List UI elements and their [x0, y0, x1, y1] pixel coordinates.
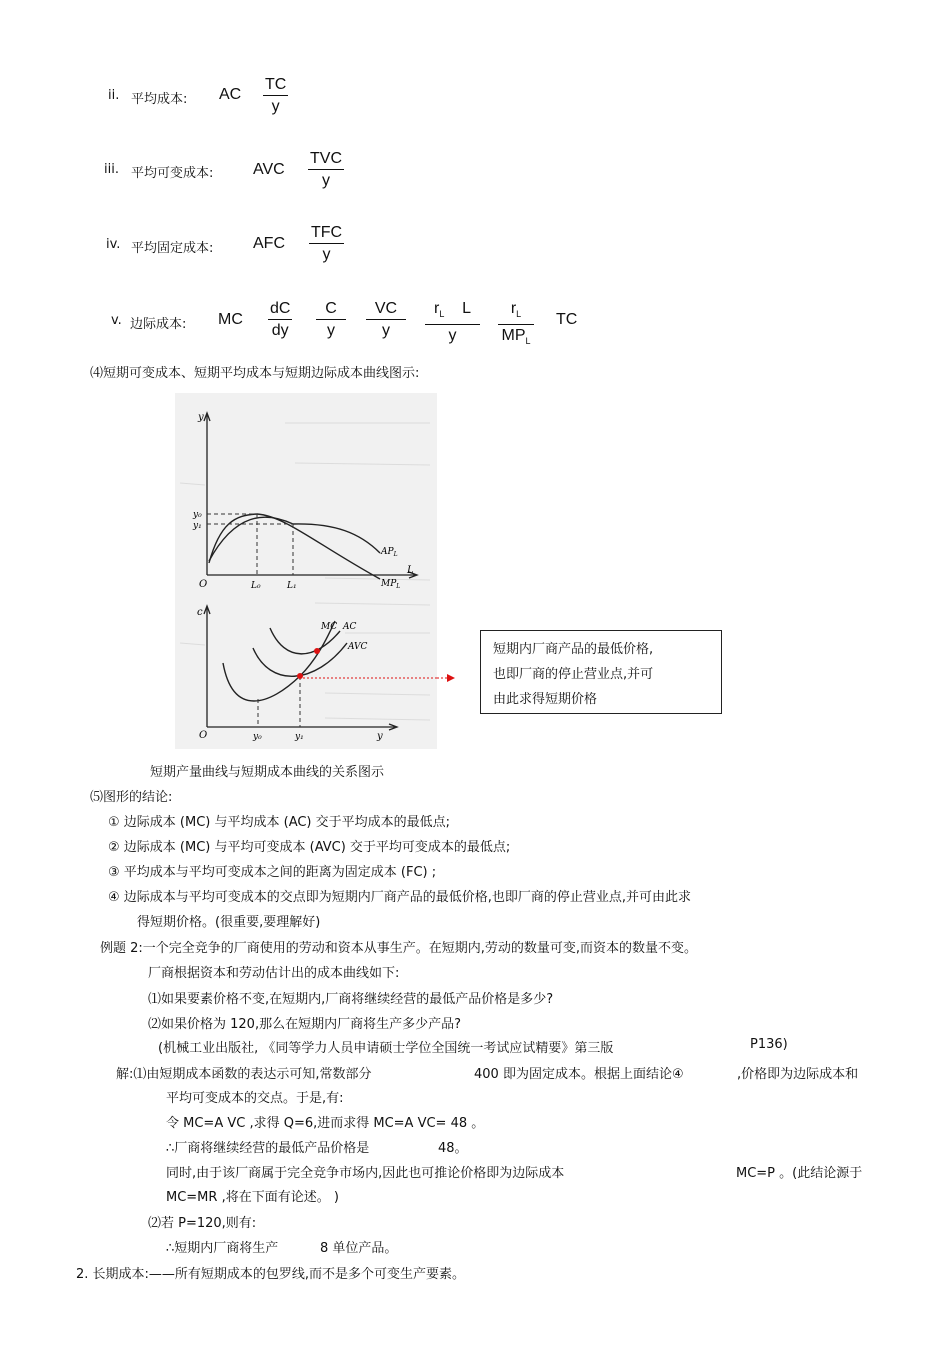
mp-symbol: MP	[501, 327, 526, 345]
label-L0: L₀	[251, 581, 261, 591]
example-page: P136)	[750, 1037, 788, 1052]
formula-iv-fraction	[309, 223, 344, 266]
denominator: y	[382, 322, 390, 339]
solution-5a: 同时,由于该厂商属于完全竞争市场内,因此也可推论价格即为边际成本	[166, 1166, 565, 1181]
ac-min-point	[314, 648, 320, 654]
callout-box	[480, 630, 722, 714]
numerator: TC	[265, 76, 287, 93]
cost-curve-diagram	[175, 393, 437, 749]
formula-iii-label: 平均可变成本:	[131, 166, 214, 181]
formula-ii-index: ii.	[108, 88, 120, 103]
denominator: y	[322, 172, 330, 189]
numerator	[509, 299, 523, 324]
background-texture	[180, 423, 430, 720]
numerator	[432, 299, 473, 324]
denominator: y	[322, 246, 331, 263]
axis-c-label: c	[197, 607, 203, 618]
r-symbol: r	[433, 300, 440, 317]
subscript: L	[516, 309, 522, 320]
mc-label: MC	[321, 622, 338, 632]
formula-ii-symbol: AC	[219, 86, 242, 103]
avc-min-point	[297, 673, 303, 679]
solution-6: MC=MR ,将在下面有论述。 )	[166, 1190, 339, 1205]
conclusion-4-cont: 得短期价格。(很重要,要理解好)	[137, 915, 321, 930]
formula-v-fraction-4	[425, 299, 480, 347]
formula-ii-fraction	[263, 75, 288, 118]
apl-label	[380, 547, 398, 558]
apl-sub: L	[393, 551, 398, 558]
numerator: TFC	[311, 224, 343, 241]
formula-v-fraction-2	[316, 299, 346, 342]
callout-line-3: 由此求得短期价格	[493, 692, 598, 707]
numerator: VC	[374, 300, 398, 317]
example-source: (机械工业出版社, 《同等学力人员申请硕士学位全国统一考试应试精要》第三版	[158, 1041, 614, 1056]
solution-4b: 48。	[438, 1141, 468, 1156]
formula-iv-index: iv.	[106, 237, 121, 252]
arrow-head	[437, 671, 457, 685]
formula-v-fraction-3	[366, 299, 406, 342]
axis-x-label-bottom: y	[377, 731, 383, 742]
origin-top: O	[199, 579, 208, 590]
formula-v-label: 边际成本:	[130, 317, 187, 332]
solution-2: 平均可变成本的交点。于是,有:	[166, 1091, 344, 1106]
denominator	[499, 325, 532, 352]
conclusion-2: ② 边际成本 (MC) 与平均可变成本 (AVC) 交于平均可变成本的最低点;	[108, 840, 511, 855]
formula-ii-label: 平均成本:	[131, 92, 188, 107]
solution-1c: ,价格即为边际成本和	[737, 1067, 859, 1082]
avc-curve	[253, 643, 347, 676]
denominator: dy	[271, 322, 289, 339]
mpl-label	[380, 579, 400, 590]
solution-8a: ∴短期内厂商将生产	[166, 1241, 279, 1256]
ac-label: AC	[343, 622, 357, 632]
apl-curve	[209, 517, 380, 561]
label-yx0: y₀	[253, 732, 262, 742]
callout-line-1: 短期内厂商产品的最低价格,	[493, 642, 654, 657]
axis-x-label-top: L	[407, 565, 414, 576]
formula-v-symbol: MC	[218, 311, 243, 328]
solution-5b: MC=P 。(此结论源于	[736, 1166, 863, 1181]
label-yx1: y₁	[295, 732, 304, 742]
solution-8b: 8 单位产品。	[320, 1241, 398, 1256]
l-symbol: L	[462, 300, 472, 317]
label-L1: L₁	[287, 581, 297, 591]
solution-1b: 400 即为固定成本。根据上面结论④	[474, 1067, 684, 1082]
figure-caption: 短期产量曲线与短期成本曲线的关系图示	[150, 765, 385, 780]
mc-curve	[223, 621, 338, 701]
denominator: y	[271, 98, 280, 115]
formula-iii-fraction	[308, 149, 344, 192]
long-run-heading: 2. 长期成本:——所有短期成本的包罗线,而不是多个可变生产要素。	[76, 1267, 466, 1282]
r-symbol: r	[510, 300, 517, 317]
example-question-1: ⑴如果要素价格不变,在短期内,厂商将继续经营的最低产品价格是多少?	[148, 992, 554, 1007]
mpl-text: MP	[381, 579, 397, 589]
example-line-2: 厂商根据资本和劳动估计出的成本曲线如下:	[148, 966, 400, 981]
solution-7: ⑵若 P=120,则有:	[148, 1216, 257, 1231]
axis-y-label: y	[198, 412, 204, 423]
formula-v-tail: TC	[556, 311, 578, 328]
numerator: C	[325, 300, 337, 317]
label-y0: y₀	[193, 510, 202, 520]
solution-1a: 解:⑴由短期成本函数的表达示可知,常数部分	[116, 1067, 372, 1082]
callout-line-2: 也即厂商的停止营业点,并可	[493, 667, 654, 682]
formula-iii-index: iii.	[104, 162, 119, 177]
conclusion-3: ③ 平均成本与平均可变成本之间的距离为固定成本 (FC) ;	[108, 865, 437, 880]
denominator: y	[327, 322, 335, 339]
mpl-sub: L	[396, 583, 401, 590]
section-4-heading: ⑷短期可变成本、短期平均成本与短期边际成本曲线图示:	[90, 366, 420, 381]
formula-iii-symbol: AVC	[253, 161, 285, 178]
label-y1: y₁	[193, 521, 202, 531]
formula-v-fraction-5	[498, 299, 534, 352]
apl-text: AP	[381, 547, 394, 557]
subscript: L	[439, 309, 445, 320]
solution-4a: ∴厂商将继续经营的最低产品价格是	[166, 1141, 370, 1156]
subscript: L	[525, 336, 531, 347]
solution-3: 令 MC=A VC ,求得 Q=6,进而求得 MC=A VC= 48 。	[166, 1116, 485, 1131]
denominator: y	[448, 327, 457, 345]
avc-label: AVC	[348, 642, 368, 652]
example-question-2: ⑵如果价格为 120,那么在短期内厂商将生产多少产品?	[148, 1017, 461, 1032]
section-5-heading: ⑸图形的结论:	[90, 790, 173, 805]
formula-v-index: v.	[111, 313, 122, 328]
example-line-1: 例题 2:一个完全竞争的厂商使用的劳动和资本从事生产。在短期内,劳动的数量可变,而资本的数量不变。	[100, 941, 698, 956]
formula-iv-label: 平均固定成本:	[131, 241, 214, 256]
formula-iv-symbol: AFC	[253, 235, 285, 252]
bottom-guides	[258, 676, 300, 727]
conclusion-4: ④ 边际成本与平均可变成本的交点即为短期内厂商产品的最低价格,也即厂商的停止营业点,并可由此求	[108, 890, 692, 905]
numerator: TVC	[310, 150, 342, 167]
conclusion-1: ① 边际成本 (MC) 与平均成本 (AC) 交于平均成本的最低点;	[108, 815, 451, 830]
numerator: dC	[270, 300, 291, 317]
cost-curve-figure	[175, 393, 437, 749]
formula-v-fraction-1	[268, 299, 292, 342]
origin-bottom: O	[199, 730, 208, 741]
